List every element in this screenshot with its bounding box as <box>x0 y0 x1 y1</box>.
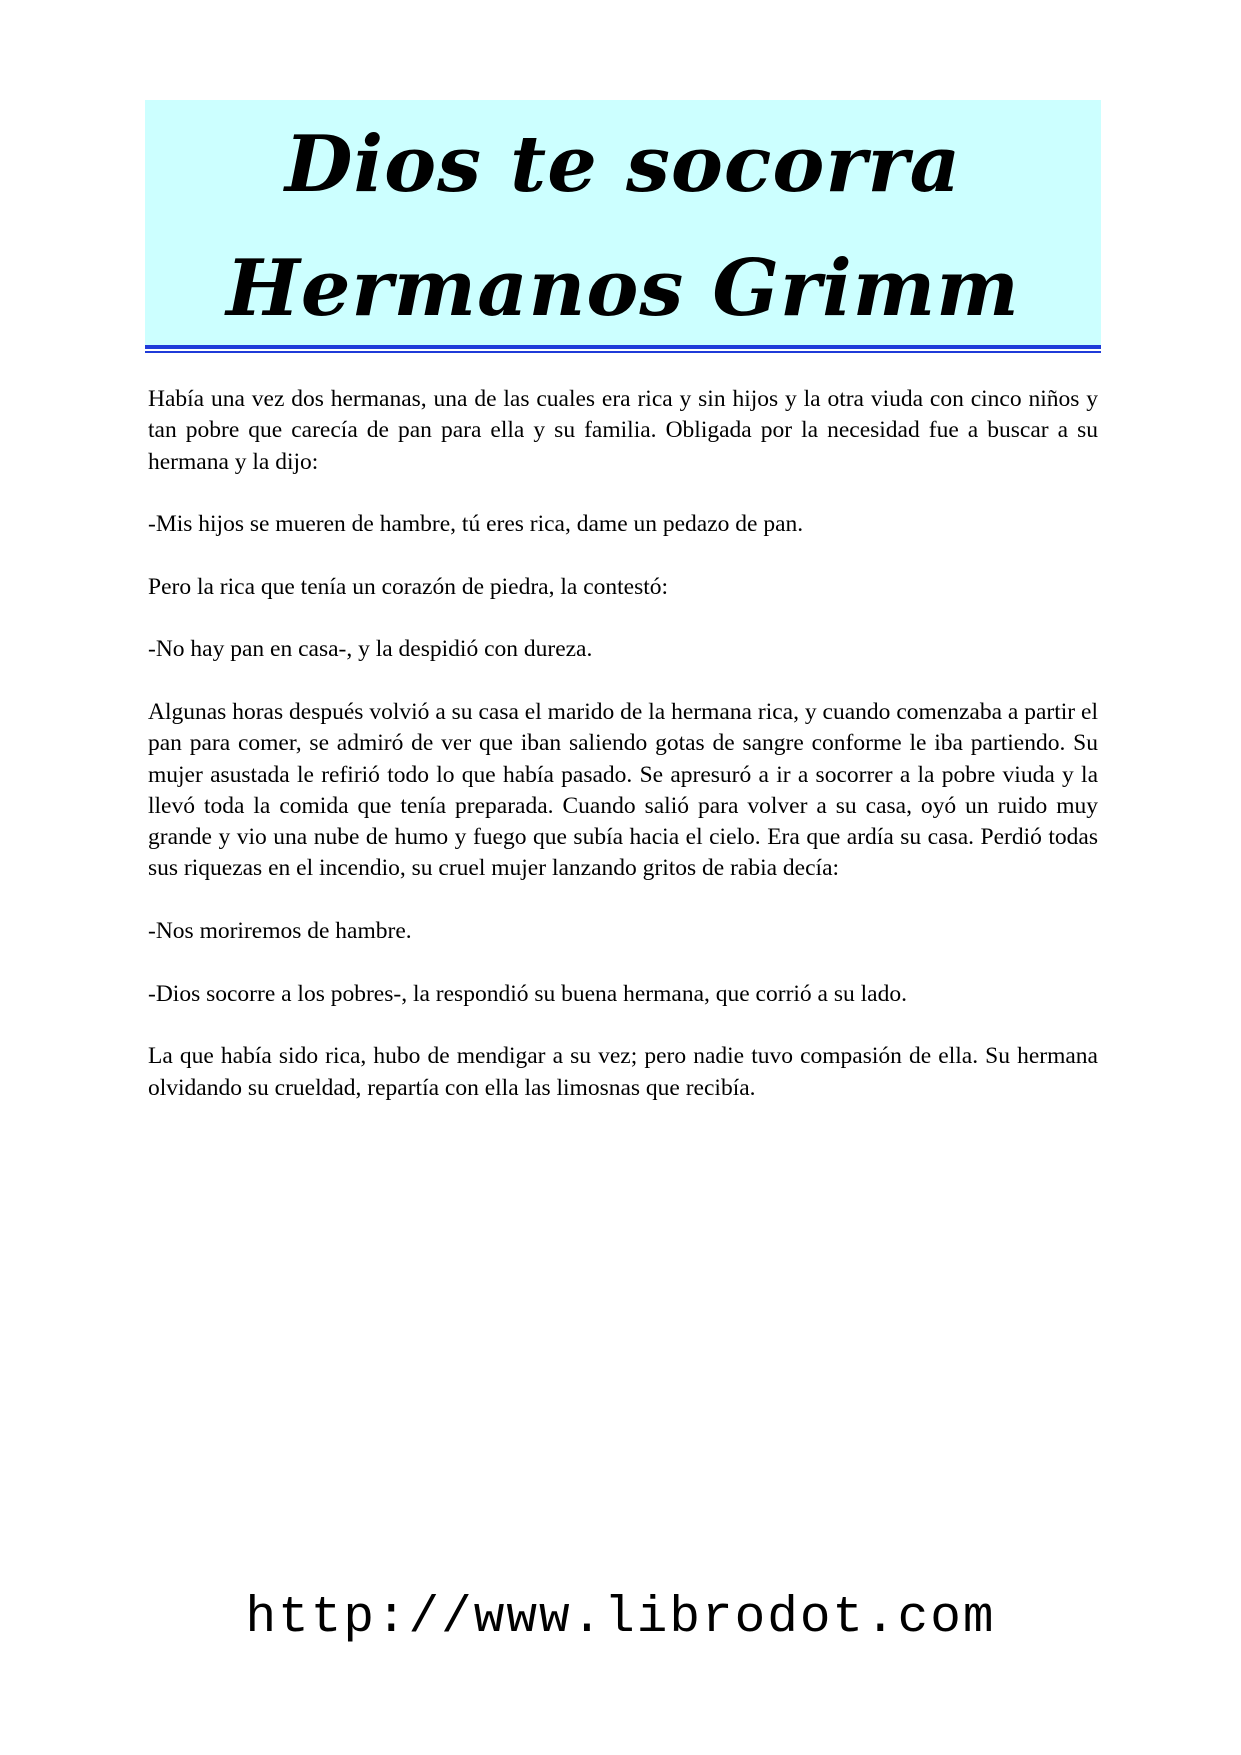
paragraph: -Dios socorre a los pobres-, la respondió su buena hermana, que corrió a su lado. <box>148 980 907 1007</box>
story-body <box>148 384 1098 1135</box>
paragraph: Pero la rica que tenía un corazón de piedra, la contestó: <box>148 573 669 600</box>
story-author: Hermanos Grimm <box>226 243 1020 334</box>
title-banner <box>145 100 1101 345</box>
paragraph: -Nos moriremos de hambre. <box>148 918 412 945</box>
paragraph: -No hay pan en casa-, y la despidió con dureza. <box>148 636 593 663</box>
paragraph: Había una vez dos hermanas, una de las cuales era rica y sin hijos y la otra viuda con cinco niños y tan pobre que carecía de pan para ella y su familia. Obligada por la necesidad fue a buscar a su hermana y la dijo: <box>148 386 1098 475</box>
paragraph: Algunas horas después volvió a su casa el marido de la hermana rica, y cuando comenzaba a partir el pan para comer, se admiró de ver que iban saliendo gotas de sangre conforme le iba partiendo. Su mujer asustada le refirió todo lo que había pasado. Se apresuró a ir a socorrer a la pobre viuda y la llevó toda la comida que tenía preparada. Cuando salió para volver a su casa, oyó un ruido muy grande y vio una nube de humo y fuego que subía hacia el cielo. Era que ardía su casa. Perdió todas sus riquezas en el incendio, su cruel mujer lanzando gritos de rabia decía: <box>148 698 1098 882</box>
footer-url: http://www.librodot.com <box>245 1590 996 1647</box>
paragraph: -Mis hijos se mueren de hambre, tú eres rica, dame un pedazo de pan. <box>148 511 804 538</box>
title-divider-thick <box>145 345 1101 349</box>
story-title: Dios te socorra <box>284 119 962 210</box>
title-divider-thin <box>145 351 1101 353</box>
paragraph: La que había sido rica, hubo de mendigar a su vez; pero nadie tuvo compasión de ella. Su hermana olvidando su crueldad, repartía con ella las limosnas que recibía. <box>148 1043 1098 1101</box>
